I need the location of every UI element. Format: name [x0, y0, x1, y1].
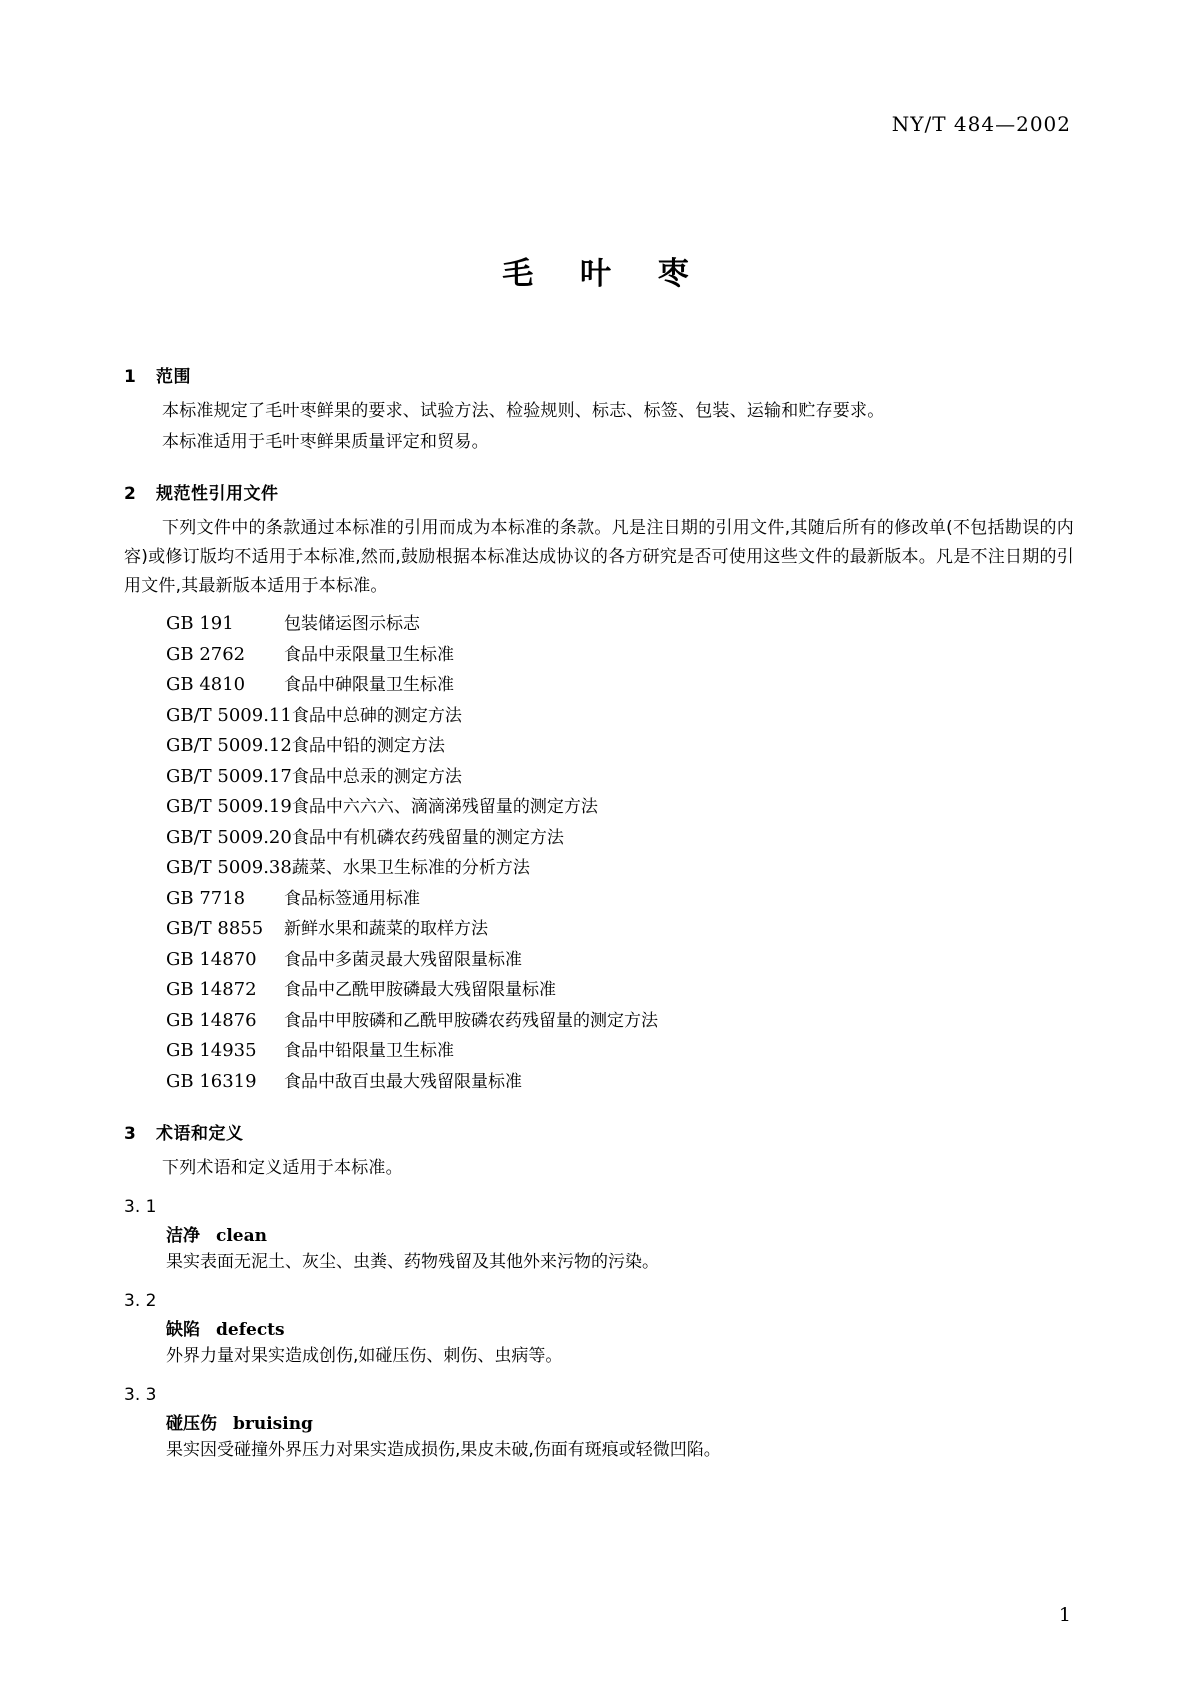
reference-name: 食品中铅限量卫生标准	[284, 1041, 454, 1061]
reference-code: GB/T 5009.38	[166, 857, 292, 878]
reference-name: 食品中多菌灵最大残留限量标准	[284, 949, 522, 970]
clause-number: 3. 1	[124, 1197, 157, 1217]
reference-name: 食品中砷限量卫生标准	[284, 675, 454, 695]
term-heading	[166, 1409, 1074, 1434]
terms-intro: 下列术语和定义适用于本标准。	[162, 1158, 403, 1178]
clause-number: 3. 3	[124, 1385, 157, 1405]
page-number: 1	[1058, 1604, 1071, 1626]
reference-code: GB 191	[166, 613, 234, 634]
list-item	[166, 1006, 1074, 1037]
list-item	[166, 853, 1074, 884]
term-cn: 洁净	[166, 1226, 200, 1246]
reference-name: 新鲜水果和蔬菜的取样方法	[284, 919, 488, 939]
reference-name: 食品中汞限量卫生标准	[284, 644, 454, 665]
term-heading	[166, 1221, 1074, 1246]
reference-name: 食品中甲胺磷和乙酰甲胺磷农药残留量的测定方法	[284, 1010, 658, 1031]
reference-code: GB/T 5009.20	[166, 826, 292, 848]
term-definition: 果实表面无泥土、灰尘、虫粪、药物残留及其他外来污物的污染。	[166, 1252, 659, 1272]
scope-paragraph-2: 本标准适用于毛叶枣鲜果质量评定和贸易。	[162, 432, 489, 452]
section-title: 规范性引用文件	[156, 484, 279, 504]
list-item	[166, 1067, 1074, 1098]
list-item	[166, 609, 1074, 640]
reference-code: GB 7718	[166, 887, 246, 909]
list-item	[166, 762, 1074, 793]
reference-code: GB 16319	[166, 1070, 257, 1092]
reference-code: GB 14935	[166, 1040, 257, 1061]
term-definition: 外界力量对果实造成创伤,如碰压伤、刺伤、虫病等。	[166, 1346, 563, 1366]
reference-name: 蔬菜、水果卫生标准的分析方法	[291, 858, 530, 878]
reference-code: GB 14876	[166, 1009, 257, 1031]
term-definition: 果实因受碰撞外界压力对果实造成损伤,果皮未破,伤面有斑痕或轻微凹陷。	[166, 1440, 721, 1460]
reference-name: 食品标签通用标准	[284, 888, 420, 909]
reference-name: 食品中乙酰甲胺磷最大残留限量标准	[284, 980, 556, 1000]
list-item	[166, 823, 1074, 854]
list-item	[166, 914, 1074, 945]
reference-name: 食品中六六六、滴滴涕残留量的测定方法	[291, 797, 598, 817]
reference-name: 食品中敌百虫最大残留限量标准	[284, 1071, 522, 1092]
term-cn: 缺陷	[166, 1320, 200, 1340]
reference-name: 食品中总砷的测定方法	[291, 705, 462, 726]
list-item	[166, 884, 1074, 915]
term-en: clean	[216, 1226, 267, 1246]
term-cn: 碰压伤	[166, 1414, 217, 1434]
section-heading-normative-references	[124, 479, 1074, 504]
document-body	[124, 340, 1074, 1465]
term-en: defects	[216, 1320, 285, 1340]
section-number: 3	[124, 1124, 137, 1144]
section-number: 1	[124, 367, 137, 387]
reference-code: GB/T 5009.11	[166, 704, 292, 726]
list-item	[166, 670, 1074, 701]
clause-number: 3. 2	[124, 1291, 157, 1311]
list-item	[166, 731, 1074, 762]
document-title: 毛 叶 枣	[502, 256, 707, 292]
reference-code: GB/T 5009.19	[166, 796, 292, 817]
reference-code: GB 14872	[166, 979, 257, 1000]
reference-name: 食品中有机磷农药残留量的测定方法	[291, 827, 564, 848]
section-title: 术语和定义	[156, 1124, 244, 1144]
list-item	[166, 640, 1074, 671]
section-heading-scope	[124, 362, 1074, 387]
normative-reference-list	[124, 609, 1074, 1097]
section-heading-terms	[124, 1119, 1074, 1144]
list-item	[166, 945, 1074, 976]
reference-name: 包装储运图示标志	[284, 614, 420, 634]
term-en: bruising	[233, 1414, 313, 1434]
reference-code: GB/T 5009.17	[166, 765, 292, 787]
section-number: 2	[124, 484, 137, 504]
list-item	[166, 1036, 1074, 1067]
reference-code: GB 4810	[166, 674, 246, 695]
reference-name: 食品中铅的测定方法	[291, 736, 445, 756]
reference-name: 食品中总汞的测定方法	[291, 766, 462, 787]
list-item	[166, 701, 1074, 732]
reference-code: GB/T 8855	[166, 918, 264, 939]
reference-code: GB 14870	[166, 948, 257, 970]
term-heading	[166, 1315, 1074, 1340]
section-title: 范围	[156, 367, 191, 387]
standard-code-header: NY/T 484—2002	[891, 112, 1071, 136]
list-item	[166, 792, 1074, 823]
normative-references-intro: 下列文件中的条款通过本标准的引用而成为本标准的条款。凡是注日期的引用文件,其随后所有的修改单(不包括勘误的内容)或修订版均不适用于本标准,然而,鼓励根据本标准达成协议的各方研究是否可使用这些文件的最新版本。凡是不注日期的引用文件,其最新版本适用于本标准。	[124, 518, 1074, 596]
reference-code: GB 2762	[166, 643, 246, 665]
scope-paragraph-1: 本标准规定了毛叶枣鲜果的要求、试验方法、检验规则、标志、标签、包装、运输和贮存要求。	[162, 401, 885, 421]
list-item	[166, 975, 1074, 1006]
reference-code: GB/T 5009.12	[166, 735, 292, 756]
